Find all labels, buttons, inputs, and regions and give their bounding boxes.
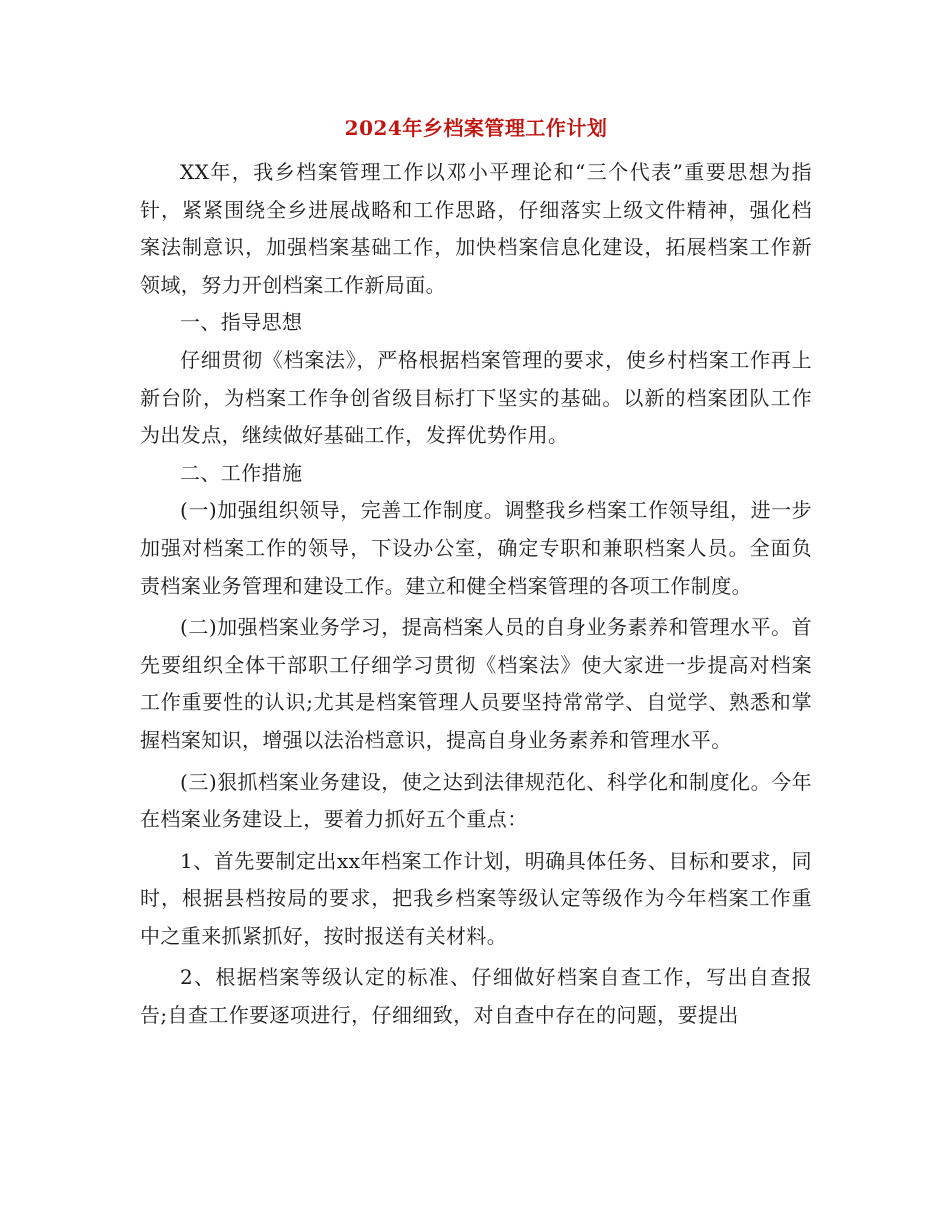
paragraph-item-1: 1、首先要制定出xx年档案工作计划，明确具体任务、目标和要求，同时，根据县档按局的要求，把我乡档案等级认定等级作为今年档案工作重中之重来抓紧抓好，按时报送有关材料。 [140, 848, 812, 948]
section-heading-guiding-thought: 一、指导思想 [180, 310, 303, 335]
paragraph-measure-2: (二)加强档案业务学习，提高档案人员的自身业务素养和管理水平。首先要组织全体干部职工仔细学习贯彻《档案法》使大家进一步提高对档案工作重要性的认识;尤其是档案管理人员要坚持常常学、自觉学、熟悉和掌握档案知识，增强以法治档意识，提高自身业务素养和管理水平。 [140, 615, 812, 752]
paragraph-measure-3: (三)狠抓档案业务建设，使之达到法律规范化、科学化和制度化。今年在档案业务建设上，要着力抓好五个重点： [140, 769, 812, 832]
section-heading-work-measures: 二、工作措施 [180, 460, 303, 485]
paragraph-guiding-thought: 仔细贯彻《档案法》，严格根据档案管理的要求，使乡村档案工作再上新台阶，为档案工作争创省级目标打下坚实的基础。以新的档案团队工作为出发点，继续做好基础工作，发挥优势作用。 [140, 347, 812, 448]
paragraph-item-2: 2、根据档案等级认定的标准、仔细做好档案自查工作，写出自查报告;自查工作要逐项进行，仔细细致，对自查中存在的问题，要提出 [140, 965, 812, 1028]
paragraph-measure-1: (一)加强组织领导，完善工作制度。调整我乡档案工作领导组，进一步加强对档案工作的领导，下设办公室，确定专职和兼职档案人员。全面负责档案业务管理和建设工作。建立和健全档案管理的各项工作制度。 [140, 498, 812, 598]
document-title: 2024年乡档案管理工作计划 [344, 116, 608, 140]
paragraph-intro: XX年，我乡档案管理工作以邓小平理论和“三个代表”重要思想为指针，紧紧围绕全乡进展战略和工作思路，仔细落实上级文件精神，强化档案法制意识，加强档案基础工作，加快档案信息化建设，拓展档案工作新领域，努力开创档案工作新局面。 [140, 160, 812, 297]
document-page [140, 112, 812, 1035]
